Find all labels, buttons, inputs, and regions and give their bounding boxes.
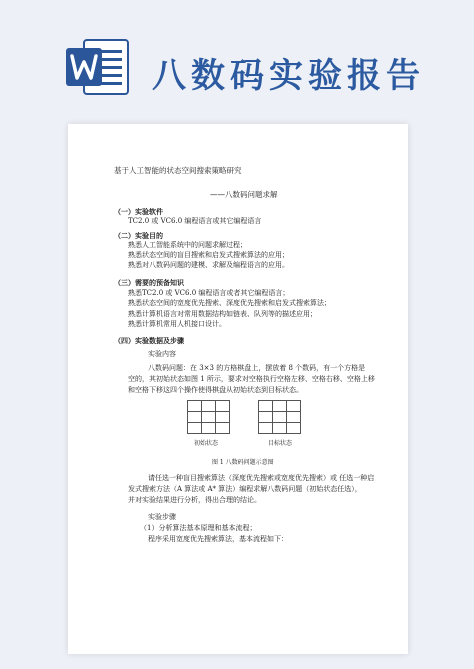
- section-line: 熟悉计算机常用人机接口设计。: [128, 320, 226, 328]
- problem-line: 八数码问题：在 3×3 的方格棋盘上，摆放着 8 个数码，有一个方格是: [148, 364, 366, 372]
- task-line: 请任选一种盲目搜索算法（深度优先搜索或宽度优先搜索）或 任选一种启: [148, 474, 375, 482]
- section-line: TC2.0 或 VC6.0 编程语言或其它编程语言: [128, 217, 262, 225]
- section-line: 熟悉计算机语言对常用数据结构如链表、队列等的描述应用；: [128, 310, 317, 318]
- initial-state-grid: [187, 400, 230, 434]
- problem-line: 空的，其初始状态如图 1 所示，要求对空格执行空格左移、空格右移、空格上移: [128, 375, 375, 383]
- section-line: 实验内容: [148, 350, 176, 358]
- figure-caption: 图 1 八数码问题示意图: [212, 459, 274, 466]
- section-line: 熟悉对八数码问题的建模、求解及编程语言的应用。: [128, 261, 289, 269]
- section-heading-steps: （四）实验数据及步骤: [114, 337, 184, 345]
- goal-state-grid: [258, 400, 301, 434]
- document-page: [68, 124, 408, 654]
- document-subtitle: ——八数码问题求解: [210, 190, 278, 199]
- section-heading-purpose: （二）实验目的: [114, 232, 163, 240]
- banner-title: 八数码实验报告: [152, 56, 425, 96]
- section-line: 熟悉状态空间的宽度优先搜索、深度优先搜索和启发式搜索算法；: [128, 299, 331, 307]
- task-line: 并对实验结果进行分析，得出合理的结论。: [128, 496, 261, 504]
- goal-state-label: 目标状态: [268, 440, 293, 447]
- section-line: 熟悉人工智能系统中的问题求解过程；: [128, 241, 247, 249]
- section-heading-software: （一）实验软件: [114, 208, 163, 216]
- steps-sub: 程序采用宽度优先搜索算法，基本流程如下：: [148, 535, 288, 543]
- section-line: 熟悉状态空间的盲目搜索和启发式搜索算法的应用；: [128, 251, 289, 259]
- document-title: 基于人工智能的状态空间搜索策略研究: [114, 166, 242, 175]
- task-line: 发式搜索方法（A 算法或 A* 算法）编程求解八数码问题（初始状态任选），: [128, 485, 362, 493]
- word-document-icon: [66, 38, 130, 96]
- initial-state-label: 初始状态: [194, 440, 219, 447]
- steps-item: （1）分析算法基本原理和基本流程；: [140, 524, 257, 532]
- section-heading-prerequisites: （三）需要的预备知识: [114, 279, 184, 287]
- problem-line: 和空格下移这四个操作使得棋盘从初始状态到目标状态。: [128, 386, 303, 394]
- steps-title: 实验步骤: [148, 513, 176, 521]
- banner: [0, 0, 474, 112]
- section-line: 熟悉TC2.0 或 VC6.0 编程语言或者其它编程语言；: [128, 289, 290, 297]
